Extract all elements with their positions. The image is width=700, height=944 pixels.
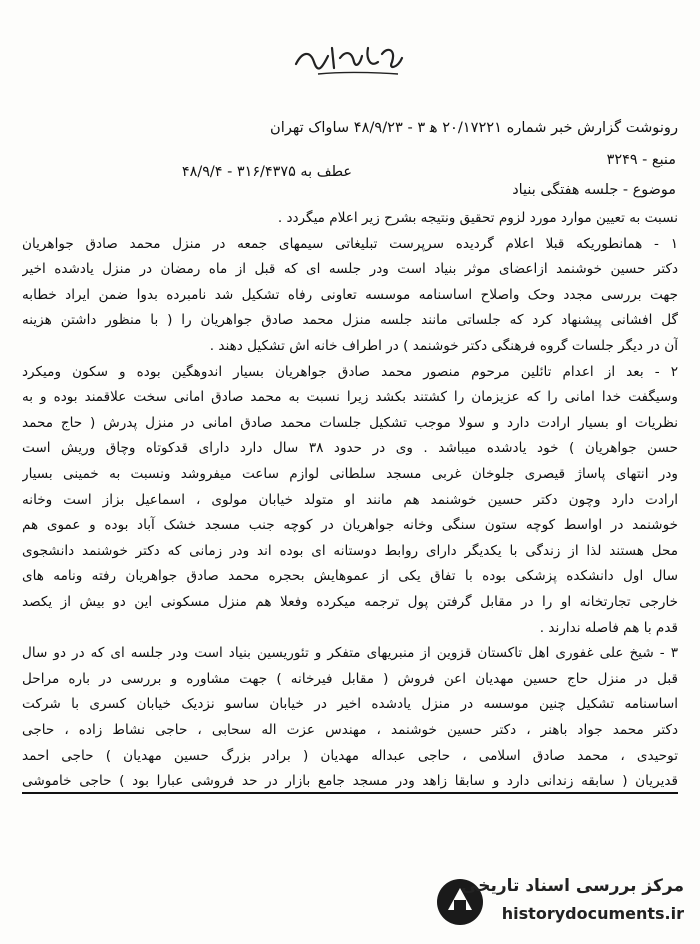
body-line: نسبت به تعیین موارد مورد لزوم تحقیق ونتیجه بشرح زیر اعلام میگردد . [277, 210, 678, 226]
body-line: جهت بررسی مجدد وحک واصلاح اساسنامه موسسه تعاونی رفاه تشکیل شد نامبرده بدوا ضمن ایراد خطابه [22, 286, 678, 303]
body-line: آن در دیگر جلسات گروه فرهنگی دکتر خوشنمد ) در اطراف خانه اش تشکیل دهند . [209, 338, 678, 354]
body-line: گل افشانی پیشنهاد کرد که جلساتی مانند جلسه منزل محمد صادق جواهریان را ( با منظور داشتن هزینه [22, 312, 678, 329]
body-line: نظریات او بسیار ارادت دارد و سولا موجب تشکیل جلسات محمد صادق امانی در منزل پدرش ( حاج محمد [22, 414, 678, 431]
body-line: قدیریان ( سابقه زندانی دارد و سابقا زاهد ودر مسجد جامع بازار در حد فروشی عبارا بود ) حاجی خاموشی [22, 771, 678, 794]
watermark-logo [392, 872, 692, 936]
body-line: سال اول دانشکده پزشکی بوده با تفاق یکی از عموهایش بحجره محمد صادق جواهریان رفته ونامه های [22, 568, 678, 585]
body-line: خوشنمد در اواسط کوچه ستون سنگی وخانه جواهریان در کوچه جنب مسجد خشک آباد بوده و عموی هم [22, 517, 678, 534]
classification-stamp [288, 34, 408, 78]
body-line: محل هستند لذا از زندگی با یکدیگر دارای روابط دوستانه ای بوده اند ودر زمانی که دکتر خوشنمد دانشجوی [22, 542, 678, 559]
body-line: توحیدی ، محمد صادق اسلامی ، حاجی عبداله مهدیان ( برادر بزرگ حسین مهدیان ) حاجی احمد [22, 747, 678, 764]
body-line: دکتر حسین خوشنمد ازاعضای موثر بنیاد است ودر جلسه ای که قبل از ماه رمضان در منزل یادشده اخیر [22, 261, 678, 278]
body-line: قبل در منزل حاج حسین مهدیان اعن فروش ( مقابل فیرخانه ) جهت مشاوره و بررسی در باره مراحل [22, 670, 678, 687]
body-line: قدم با هم فاصله ندارند . [539, 619, 678, 636]
subject-line: موضوع - جلسه هفتگی بنیاد [512, 182, 676, 198]
body-line: وسیگفت خدا امانی را که عزیزمان را کشتند بکشد زیرا نسبت به محمد صادق امانی سخت علاقمند بوده و به [22, 389, 678, 406]
body-line: اساسنامه تشکیل چنین موسسه در منزل یادشده اخیر در خیابان ساسو نزدیک خیابان کسری با شرکت [22, 696, 678, 713]
body-line: ودر انتهای پاساژ قیصری جلوخان غربی مسجد سلطانی لوازم ساعت میفروشد ونسبت به خمینی بسیار [22, 466, 678, 482]
watermark-text-en: historydocuments.ir [501, 904, 684, 923]
body-line: حسن جواهریان ) خود یادشده میباشد . وی در حدود ۳۸ سال دارد دارای قدکوتاه وچاق وریش است [22, 440, 678, 457]
body-line: خارجی تجارتخانه او را در مقابل گرفتن پول ترجمه میکرده وفعلا هم منزل مسکونی این دو بیش از یکصد [22, 594, 678, 610]
source-number: منبع - ۳۲۴۹ [606, 152, 676, 168]
report-reference: رونوشت گزارش خبر شماره ۲۰/۱۷۲۲۱ ه‍ ۳ - ۴۸/۹/۲۳ ساواک تهران [270, 119, 678, 136]
body-line: ۲ - بعد از اعدام تائلین مرحوم منصور محمد صادق جواهریان بسیار اندوهگین بوده و سکون ومیکرد [22, 363, 678, 380]
body-line: ۳ - شیخ علی غفوری اهل تاکستان قزوین از منبریهای متفکر و تئوریسین بنیاد است ودر جلسه ای که در دو سال [22, 645, 678, 662]
body-line: دکتر محمد جواد باهنر ، دکتر حسین خوشنمد ، مهندس عزت اله سحابی ، حاجی نشاط زاده ، حاجی [22, 722, 678, 738]
attachment-reference: عطف به ۳۱۶/۴۳۷۵ - ۴۸/۹/۴ [181, 164, 352, 180]
watermark-text-fa: مرکز بررسی اسناد تاریخی [461, 876, 684, 896]
body-line: ۱ - همانطوریکه قبلا اعلام گردیده سرپرست تبلیغاتی سیمهای جمعه در منزل محمد صادق جواهریان [22, 235, 678, 252]
body-line: ارادت دارد وچون دکتر حسین خوشنمد هم مانند او متولد خیابان مولوی ، اسماعیل بزاز است وخانه [22, 491, 678, 508]
